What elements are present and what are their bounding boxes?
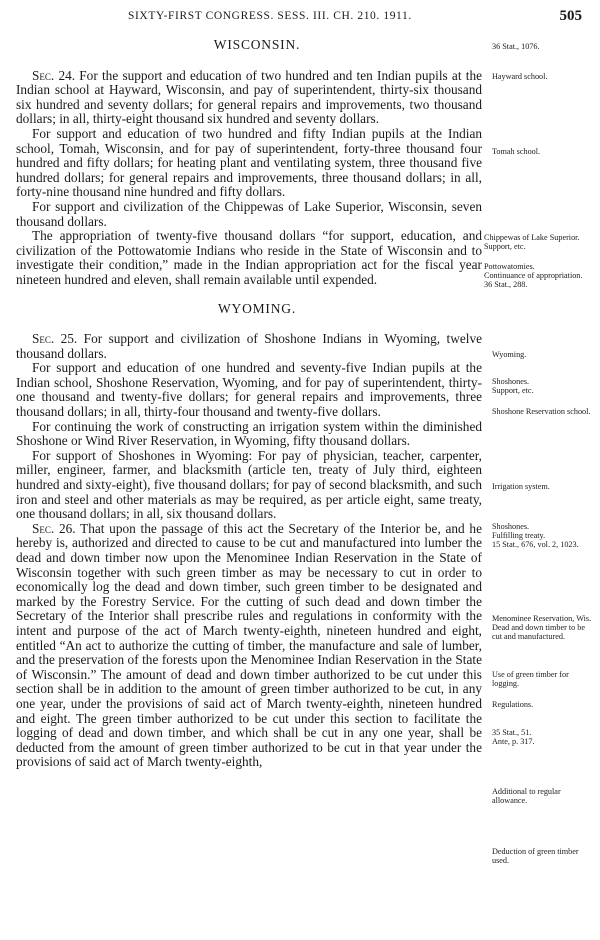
- note-line: Menominee Reservation, Wis.: [492, 614, 592, 623]
- paragraph-text: For the support and education of two hundred and ten Indian pupils at the Indian school at Hayward, Wisconsin, and pay of superintendent, thirty-six thousand six hundred and seventy dollars; for general repairs and improvements, two thousand dollars; in all, thirty-eight thousand six hundred and seventy dollars.: [16, 67, 482, 127]
- margin-note: [492, 147, 596, 156]
- note-line: Ante, p. 317.: [492, 737, 535, 746]
- paragraph-shoshones-support: [16, 332, 482, 361]
- paragraph-text: For support and education of one hundred and seventy-five Indian pupils at the Indian school, Shoshone Reservation, Wyoming, and for pay of superintendent, thirty-one thousand and twenty-five dollars; for general repairs and improvements, three thousand dollars; in all, thirty-four thousand and twenty-five dollars.: [16, 360, 482, 420]
- paragraph-tomah-school: [16, 127, 482, 200]
- note-line: 15 Stat., 676, vol. 2, 1023.: [492, 540, 579, 549]
- paragraph-text: That upon the passage of this act the Secretary of the Interior be, and he hereby is, authorized and directed to cause to be cut and manufactured into lumber the dead and down timber now upon the Menominee Indian Reservation in the State of Wisconsin together with such green timber as may be necessary to cut in order to economically log the dead and down timber, such green timber to be designated and marked by the Forestry Service. For the cutting of such dead and down timber the Secretary of the Interior shall prescribe rules and regulations in conformity with the intent and purpose of the act of March twenty-eighth, nineteen hundred and eight, entitled “An act to authorize the cutting of timber, the manufacture and sale of lumber, and the preservation of the forests upon the Menominee Indian Reservation in the State of Wisconsin.” The amount of dead and down timber authorized to be cut under this section shall be in addition to the amount of green timber authorized to be cut, in any one year, under the provisions of said act of March twenty-eighth, nineteen hundred and eight. The green timber authorized to be cut under this section to facilitate the logging of dead and down timber, and which shall be cut in any one year, shall be deducted from the amount of green timber authorized to be cut in that year under the provisions of said act of March twenty-eighth,: [16, 520, 482, 770]
- note-line: Regulations.: [492, 700, 534, 709]
- running-title: SIXTY-FIRST CONGRESS. SESS. III. CH. 210. 1911.: [128, 10, 412, 22]
- margin-note: [492, 482, 596, 491]
- paragraph-text: For support and civilization of Shoshone Indians in Wyoming, twelve thousand dollars.: [16, 331, 482, 361]
- note-line: Wyoming.: [492, 350, 527, 359]
- paragraph-text: For continuing the work of constructing an irrigation system within the diminished Shoshone or Wind River Reservation, in Wyoming, fifty thousand dollars.: [16, 418, 482, 449]
- note-line: Fulfilling treaty.: [492, 531, 546, 540]
- note-line: Hayward school.: [492, 72, 548, 81]
- note-line: Shoshone Reservation school.: [492, 407, 591, 416]
- paragraph-chippewas: [16, 200, 482, 229]
- margin-note: [492, 670, 596, 688]
- paragraph-irrigation: [16, 420, 482, 449]
- section-number: Sec. 26.: [32, 520, 76, 536]
- margin-note: [492, 847, 596, 865]
- note-line: Deduction of green timber used.: [492, 847, 579, 865]
- paragraph-shoshone-school: [16, 361, 482, 419]
- note-line: Shoshones.: [492, 522, 530, 531]
- paragraph-shoshones-treaty: [16, 449, 482, 522]
- note-line: Shoshones.: [492, 377, 530, 386]
- section-number: Sec. 25.: [32, 331, 78, 347]
- state-heading-wyoming: WYOMING.: [217, 300, 296, 316]
- margin-note: [492, 787, 596, 805]
- note-line: Dead and down timber to be cut and manufactured.: [492, 623, 585, 641]
- paragraph-menominee-timber: [16, 522, 482, 770]
- margin-note: [492, 72, 596, 81]
- margin-note: [492, 377, 596, 395]
- margin-note: [492, 728, 596, 746]
- note-line: Additional to regular allowance.: [492, 787, 561, 805]
- main-text-column: [16, 38, 482, 770]
- paragraph-hayward-school: [16, 69, 482, 127]
- page-number: 505: [559, 8, 582, 24]
- paragraph-text: For support of Shoshones in Wyoming: For pay of physician, teacher, carpenter, miller, engineer, farmer, and blacksmith (article ten, treaty of July third, eighteen hundred and sixty-eight), five thousand dollars; for pay of second blacksmith, and such iron and steel and other materials as may be required, as per article eight, same treaty, one thousand dollars; in all, six thousand dollars.: [16, 447, 482, 522]
- margin-note: [484, 233, 588, 251]
- note-line: Irrigation system.: [492, 482, 550, 491]
- note-line: Continuance of appropriation.: [484, 271, 583, 280]
- note-line: Chippewas of Lake Superior.: [484, 233, 580, 242]
- paragraph-text: For support and education of two hundred and fifty Indian pupils at the Indian school, Tomah, Wisconsin, and for pay of superintendent, forty-three thousand four hundred and fifty dollars; for heating plant and ventilating system, three thousand five hundred dollars; for general repairs and improvements, three thousand dollars; in all, forty-nine thousand nine hundred and fifty dollars.: [16, 125, 482, 200]
- note-line: Support, etc.: [492, 386, 534, 395]
- margin-note: [492, 614, 596, 641]
- note-line: Tomah school.: [492, 147, 541, 156]
- note-line: Pottowatomies.: [484, 262, 535, 271]
- note-line: 36 Stat., 288.: [484, 280, 528, 289]
- note-line: 36 Stat., 1076.: [492, 42, 540, 51]
- margin-notes: [484, 0, 596, 940]
- margin-note: [492, 42, 596, 51]
- margin-note: [492, 350, 596, 359]
- note-line: Use of green timber for logging.: [492, 670, 569, 688]
- margin-note: [484, 262, 588, 289]
- note-line: Support, etc.: [484, 242, 526, 251]
- paragraph-text: For support and civilization of the Chippewas of Lake Superior, Wisconsin, seven thousand dollars.: [16, 198, 482, 229]
- margin-note: [492, 407, 596, 416]
- state-heading-wisconsin: WISCONSIN.: [213, 37, 301, 52]
- margin-note: [492, 522, 596, 549]
- note-line: 35 Stat., 51.: [492, 728, 532, 737]
- paragraph-pottowatomies: [16, 229, 482, 287]
- section-number: Sec. 24.: [32, 67, 76, 83]
- paragraph-text: The appropriation of twenty-five thousand dollars “for support, education, and civilization of the Pottowatomie Indians who reside in the State of Wisconsin and to investigate their condition,” made in the Indian appropriation act for the fiscal year nineteen hundred and eleven, shall remain available until expended.: [16, 228, 482, 287]
- margin-note: [492, 700, 596, 709]
